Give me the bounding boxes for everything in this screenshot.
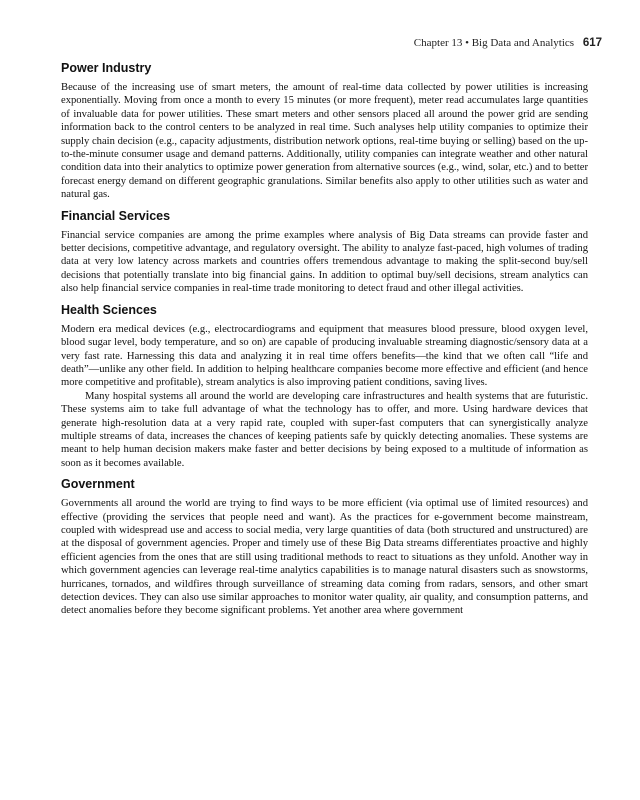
running-header <box>414 37 602 49</box>
section-power-industry <box>61 61 588 202</box>
paragraph: Many hospital systems all around the world are developing care infrastructures and health systems that are futuristic. These systems aim to take full advantage of what the technology has to offer, and more. Using hardware devices that generate high-resolution data at a very rapid rate, coupled with super-fast computers that can synergistically analyze multiple streams of data, increases the chances of keeping patients safe by quickly detecting anomalies. These systems are meant to help human decision makers make faster and better decisions by being exposed to a multitude of information as soon as it becomes available. <box>61 390 588 469</box>
page-number: 617 <box>582 37 602 49</box>
section-heading: Government <box>61 477 135 492</box>
paragraph: Financial service companies are among the prime examples where analysis of Big Data streams can provide faster and better decisions, competitive advantage, and regulatory oversight. The ability to analyze fast-paced, high volumes of trading data at very low latency across markets and countries offers tremendous advantage to making the split-second buy/sell decisions that potentially translate into big financial gains. In addition to optimal buy/sell decisions, stream analytics can also help financial service companies in real-time trade monitoring to detect fraud and other illegal activities. <box>61 229 588 295</box>
section-heading: Power Industry <box>61 61 152 75</box>
paragraph: Governments all around the world are trying to find ways to be more efficient (via optimal use of limited resources) and effective (providing the services that people need and want). As the practices for e-government become mainstream, coupled with widespread use and access to social media, very large quantities of data (both structured and unstructured) are at the disposal of government agencies. Proper and timely use of these Big Data streams differentiates proactive and highly efficient agencies from the ones that are still using traditional methods to react to situations as they unfold. Another way in which government agencies can leverage real-time analytics capabilities is to manage natural disasters such as snowstorms, hurricanes, tornados, and wildfires through surveillance of streaming data coming from radars, sensors, and other smart detection devices. They can also use similar approaches to monitor water quality, air quality, and consumption patterns, and detect anomalies before they become significant problems. Yet another area where government <box>61 498 588 617</box>
paragraph: Modern era medical devices (e.g., electrocardiograms and equipment that measures blood pressure, blood oxygen level, blood sugar level, body temperature, and so on) are capable of producing invaluable streaming diagnostic/sensory data at a very fast rate. Harnessing this data and analyzing it in real time offers benefits—the kind that we often call “life and death”—unlike any other field. In addition to helping healthcare companies become more effective and efficient (and hence more competitive and profitable), stream analytics is also improving patient conditions, saving lives. <box>61 323 588 389</box>
running-title: Chapter 13 • Big Data and Analytics <box>413 37 575 49</box>
section-government <box>61 477 588 618</box>
section-heading: Health Sciences <box>61 302 157 317</box>
paragraph: Because of the increasing use of smart meters, the amount of real-time data collected by power utilities is increasing exponentially. Moving from once a month to every 15 minutes (or more frequent), meter read accumulates large quantities of invaluable data for power utilities. These smart meters and other sensors placed all around the power grid are sending information back to the control centers to be analyzed in real time. Such analyses help utility companies to optimize their supply chain decision (e.g., capacity adjustments, distribution network options, real-time buying or selling) based on the up-to-the-minute consumer usage and demand patterns. Additionally, utility companies can integrate weather and other natural condition data into their analytics to optimize power generation from alternative sources (e.g., wind, solar, etc.) and to better forecast energy demand on different geographic granulations. Similar benefits also apply to other utilities such as water and natural gas. <box>61 82 588 201</box>
section-health-sciences <box>61 303 588 470</box>
body-text <box>61 61 588 625</box>
section-financial-services <box>61 209 588 296</box>
section-heading: Financial Services <box>61 208 171 223</box>
